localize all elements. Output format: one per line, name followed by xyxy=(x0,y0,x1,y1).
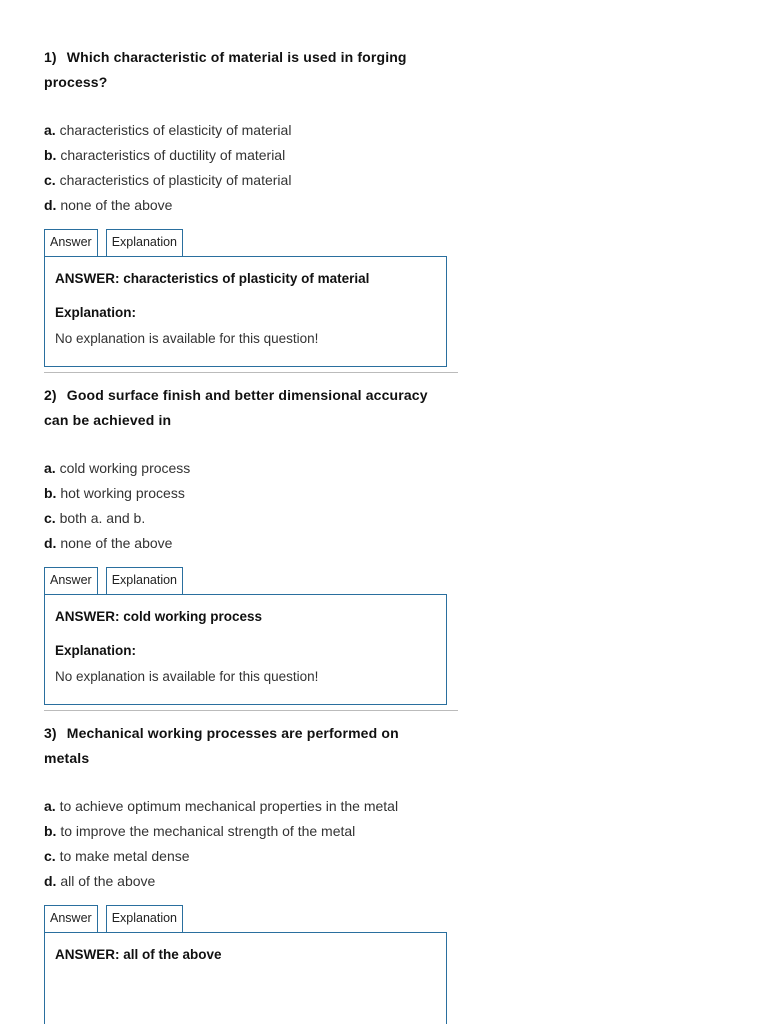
answer-text: ANSWER: characteristics of plasticity of material xyxy=(55,271,370,286)
question-3 xyxy=(44,721,458,1024)
option-b xyxy=(44,481,458,506)
tab-explanation[interactable]: Explanation xyxy=(106,229,183,256)
option-a xyxy=(44,794,458,819)
option-letter: a. xyxy=(44,798,56,814)
option-letter: d. xyxy=(44,197,57,213)
option-letter: d. xyxy=(44,873,57,889)
option-a xyxy=(44,456,458,481)
tab-answer[interactable]: Answer xyxy=(44,567,98,594)
question-title xyxy=(44,383,444,433)
tab-answer[interactable]: Answer xyxy=(44,905,98,932)
option-text: both a. and b. xyxy=(59,510,146,526)
option-letter: a. xyxy=(44,460,56,476)
answer-text: ANSWER: cold working process xyxy=(55,609,263,624)
divider xyxy=(44,710,458,711)
question-2 xyxy=(44,383,458,705)
question-title xyxy=(44,721,444,771)
tab-answer[interactable]: Answer xyxy=(44,229,98,256)
divider xyxy=(44,372,458,373)
explanation-heading: Explanation: xyxy=(55,643,137,658)
answer-text: ANSWER: all of the above xyxy=(55,947,222,962)
option-d xyxy=(44,193,458,218)
option-letter: b. xyxy=(44,823,57,839)
option-d xyxy=(44,869,458,894)
options-list xyxy=(44,118,458,218)
options-list xyxy=(44,456,458,556)
option-text: characteristics of ductility of material xyxy=(60,147,286,163)
explanation-text: No explanation is available for this question! xyxy=(55,669,319,684)
option-letter: c. xyxy=(44,848,56,864)
option-c xyxy=(44,844,458,869)
answer-panel xyxy=(44,594,447,705)
option-text: none of the above xyxy=(60,197,173,213)
option-text: to improve the mechanical strength of the metal xyxy=(60,823,356,839)
question-text: Mechanical working processes are performed on metals xyxy=(44,725,399,766)
option-a xyxy=(44,118,458,143)
option-text: hot working process xyxy=(60,485,185,501)
question-text: Good surface finish and better dimensional accuracy can be achieved in xyxy=(44,387,428,428)
answer-panel xyxy=(44,932,447,1024)
answer-panel xyxy=(44,256,447,367)
option-text: to make metal dense xyxy=(59,848,190,864)
tab-explanation[interactable]: Explanation xyxy=(106,905,183,932)
option-letter: c. xyxy=(44,510,56,526)
option-letter: b. xyxy=(44,147,57,163)
question-number: 1) xyxy=(44,49,57,65)
option-text: all of the above xyxy=(60,873,156,889)
answer-tabs xyxy=(44,567,458,594)
explanation-text: No explanation is available for this question! xyxy=(55,331,319,346)
option-b xyxy=(44,819,458,844)
options-list xyxy=(44,794,458,894)
question-1 xyxy=(44,45,458,367)
option-text: characteristics of elasticity of material xyxy=(59,122,292,138)
question-text: Which characteristic of material is used in forging process? xyxy=(44,49,407,90)
answer-tabs xyxy=(44,905,458,932)
option-d xyxy=(44,531,458,556)
question-number: 2) xyxy=(44,387,57,403)
option-text: characteristics of plasticity of material xyxy=(59,172,292,188)
option-c xyxy=(44,168,458,193)
option-text: none of the above xyxy=(60,535,173,551)
tab-explanation[interactable]: Explanation xyxy=(106,567,183,594)
option-text: to achieve optimum mechanical properties in the metal xyxy=(59,798,399,814)
option-letter: d. xyxy=(44,535,57,551)
question-title xyxy=(44,45,444,95)
option-b xyxy=(44,143,458,168)
option-letter: a. xyxy=(44,122,56,138)
explanation-heading: Explanation: xyxy=(55,305,137,320)
question-number: 3) xyxy=(44,725,57,741)
answer-tabs xyxy=(44,229,458,256)
option-letter: c. xyxy=(44,172,56,188)
option-letter: b. xyxy=(44,485,57,501)
option-c xyxy=(44,506,458,531)
option-text: cold working process xyxy=(59,460,191,476)
